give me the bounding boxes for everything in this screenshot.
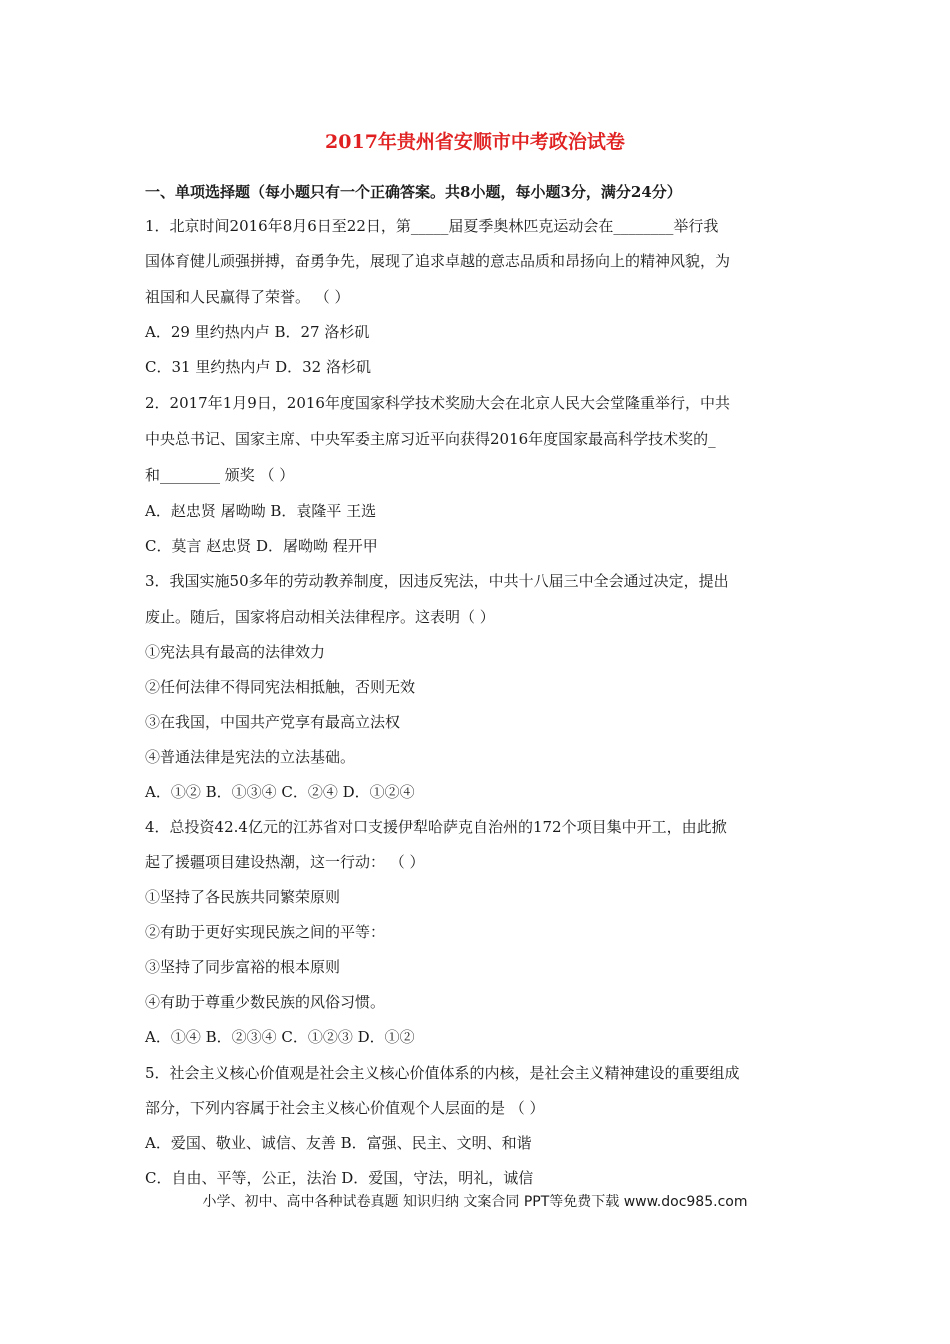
question-1-line-2: 国体育健儿顽强拼搏，奋勇争先，展现了追求卓越的意志品质和昂扬向上的精神风貌，为 bbox=[145, 252, 731, 270]
question-1-line-1: 1．北京时间2016年8月6日至22日，第_____届夏季奥林匹克运动会在________举行我 bbox=[145, 217, 719, 235]
question-2-options-ab: A．赵忠贤 屠呦呦 B．袁隆平 王选 bbox=[145, 502, 377, 520]
exam-title: 2017年贵州省安顺市中考政治试卷 bbox=[325, 131, 625, 153]
question-3-statement-3: ③在我国，中国共产党享有最高立法权 bbox=[145, 713, 401, 731]
question-3-options: A．①② B．①③④ C．②④ D．①②④ bbox=[145, 783, 415, 801]
question-2-line-2: 中央总书记、国家主席、中央军委主席习近平向获得2016年度国家最高科学技术奖的_ bbox=[145, 430, 716, 448]
question-1-options-cd: C．31 里约热内卢 D．32 洛杉矶 bbox=[145, 358, 371, 376]
question-2-line-3: 和________ 颁奖 （ ） bbox=[145, 466, 295, 484]
question-2-options-cd: C．莫言 赵忠贤 D．屠呦呦 程开甲 bbox=[145, 537, 378, 555]
question-5-options-ab: A．爱国、敬业、诚信、友善 B．富强、民主、文明、和谐 bbox=[145, 1134, 532, 1152]
question-3-statement-1: ①宪法具有最高的法律效力 bbox=[145, 643, 326, 661]
question-4-statement-1: ①坚持了各民族共同繁荣原则 bbox=[145, 888, 341, 906]
question-4-line-1: 4．总投资42.4亿元的江苏省对口支援伊犁哈萨克自治州的172个项目集中开工，由此掀 bbox=[145, 818, 727, 836]
page-footer: 小学、初中、高中各种试卷真题 知识归纳 文案合同 PPT等免费下载 www.doc985.com bbox=[202, 1194, 748, 1210]
question-4-statement-2: ②有助于更好实现民族之间的平等： bbox=[145, 923, 386, 941]
section-heading: 一、单项选择题（每小题只有一个正确答案。共8小题，每小题3分，满分24分） bbox=[145, 183, 682, 201]
question-3-line-1: 3．我国实施50多年的劳动教养制度，因违反宪法，中共十八届三中全会通过决定，提出 bbox=[145, 572, 729, 590]
question-4-line-2: 起了援疆项目建设热潮，这一行动： （ ） bbox=[145, 853, 425, 871]
question-5-line-2: 部分，下列内容属于社会主义核心价值观个人层面的是 （ ） bbox=[145, 1099, 545, 1117]
question-3-line-2: 废止。随后，国家将启动相关法律程序。这表明（ ） bbox=[145, 608, 495, 626]
question-4-options: A．①④ B．②③④ C．①②③ D．①② bbox=[145, 1028, 415, 1046]
question-3-statement-4: ④普通法律是宪法的立法基础。 bbox=[145, 748, 356, 766]
question-5-line-1: 5．社会主义核心价值观是社会主义核心价值体系的内核，是社会主义精神建设的重要组成 bbox=[145, 1064, 740, 1082]
question-4-statement-4: ④有助于尊重少数民族的风俗习惯。 bbox=[145, 993, 386, 1011]
question-2-line-1: 2．2017年1月9日，2016年度国家科学技术奖励大会在北京人民大会堂隆重举行，中共 bbox=[145, 394, 730, 412]
question-3-statement-2: ②任何法律不得同宪法相抵触，否则无效 bbox=[145, 678, 416, 696]
question-5-options-cd: C．自由、平等，公正，法治 D．爱国，守法，明礼，诚信 bbox=[145, 1169, 534, 1187]
question-1-line-3: 祖国和人民赢得了荣誉。 （ ） bbox=[145, 288, 350, 306]
question-1-options-ab: A．29 里约热内卢 B．27 洛杉矶 bbox=[145, 323, 370, 341]
question-4-statement-3: ③坚持了同步富裕的根本原则 bbox=[145, 958, 341, 976]
